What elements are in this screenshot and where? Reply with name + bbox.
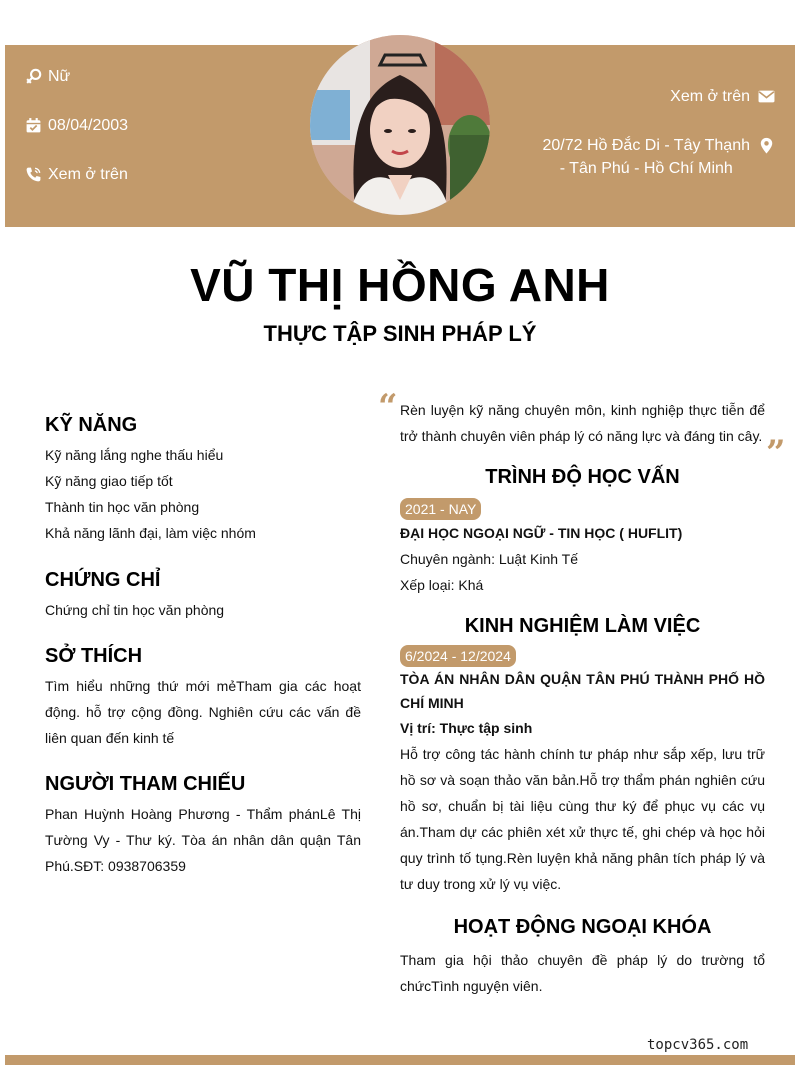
experience-title: KINH NGHIỆM LÀM VIỆC <box>464 615 701 637</box>
education-title: TRÌNH ĐỘ HỌC VẤN <box>485 466 680 488</box>
certificates-section <box>45 569 361 623</box>
skill-item: Kỹ năng giao tiếp tốt <box>45 473 173 489</box>
phone-text: Xem ở trên <box>48 166 128 183</box>
education-grade: Xếp loại: Khá <box>400 577 484 593</box>
profile-photo <box>310 35 490 215</box>
objective-text: Rèn luyện kỹ năng chuyên môn, kinh nghiệp thực tiễn để trở thành chuyên viên pháp lý có năng lực và đáng tin cây. <box>400 402 765 444</box>
experience-section <box>400 615 765 897</box>
calendar-icon <box>25 117 42 134</box>
school-name: ĐẠI HỌC NGOẠI NGỮ - TIN HỌC ( HUFLIT) <box>400 525 683 541</box>
references-text: Phan Huỳnh Hoàng Phương - Thẩm phánLê Thị Tường Vy - Thư ký. Tòa án nhân dân quận Tân Phú.SĐT: 0938706359 <box>45 806 361 874</box>
skill-item: Kỹ năng lắng nghe thấu hiểu <box>45 447 224 463</box>
address-row <box>500 134 775 180</box>
education-major: Chuyên ngành: Luật Kinh Tế <box>400 551 578 567</box>
birthdate-row <box>25 114 128 137</box>
candidate-name: VŨ THỊ HỒNG ANH <box>190 259 610 311</box>
activities-text: Tham gia hội thảo chuyên đề pháp lý do trường tổ chứcTình nguyện viên. <box>400 952 765 994</box>
gender-row <box>25 65 70 88</box>
gender-text: Nữ <box>48 68 71 85</box>
open-quote-icon: “ <box>378 387 398 427</box>
watermark: topcv365.com <box>647 1037 749 1053</box>
skills-section <box>45 414 361 546</box>
close-quote-icon: ” <box>766 433 786 473</box>
email-row <box>500 85 775 108</box>
footer-band <box>5 1055 795 1065</box>
phone-row <box>25 163 128 186</box>
activities-section <box>400 916 765 999</box>
address-text <box>542 134 750 180</box>
hobbies-section <box>45 645 361 751</box>
job-position: Vị trí: Thực tập sinh <box>400 720 533 736</box>
email-text: Xem ở trên <box>670 88 750 105</box>
skills-title: KỸ NĂNG <box>45 414 138 436</box>
references-title: NGƯỜI THAM CHIẾU <box>45 773 246 795</box>
address-line-1: 20/72 Hồ Đắc Di - Tây Thạnh <box>542 137 750 154</box>
company-name: TÒA ÁN NHÂN DÂN QUẬN TÂN PHÚ THÀNH PHỐ HỒ CHÍ MINH <box>400 671 765 711</box>
skill-item: Khả năng lãnh đại, làm việc nhóm <box>45 525 256 541</box>
map-pin-icon <box>758 137 775 154</box>
references-section <box>45 773 361 879</box>
job-title: THỰC TẬP SINH PHÁP LÝ <box>263 321 537 346</box>
hobbies-text: Tìm hiểu những thứ mới mẻTham gia các hoạt động. hỗ trợ cộng đồng. Nghiên cứu các vấn đề liên quan đến kinh tế <box>45 678 361 746</box>
certificates-title: CHỨNG CHỈ <box>45 569 161 591</box>
experience-description: Hỗ trợ công tác hành chính tư pháp như sắp xếp, lưu trữ hồ sơ và soạn thảo văn bản.Hỗ trợ thẩm phán nghiên cứu hồ sơ, chuẩn bị tài liệu cùng thư ký để phục vụ các vụ án.Tham dự các phiên xét xử thực tế, ghi chép và học hỏi quy trình tố tụng.Rèn luyện khả năng phân tích pháp lý và tư duy trong xử lý vụ việc. <box>400 746 765 892</box>
birthdate-text: 08/04/2003 <box>48 117 129 134</box>
gender-icon <box>25 68 42 85</box>
experience-period-badge: 6/2024 - 12/2024 <box>400 645 516 667</box>
skills-list <box>45 442 361 546</box>
activities-title: HOẠT ĐỘNG NGOẠI KHÓA <box>453 916 712 938</box>
address-line-2: - Tân Phú - Hồ Chí Minh <box>559 160 733 177</box>
education-period-badge: 2021 - NAY <box>400 498 481 520</box>
envelope-icon <box>758 88 775 105</box>
phone-icon <box>25 166 42 183</box>
portrait-illustration <box>310 35 490 215</box>
skill-item: Thành tin học văn phòng <box>45 499 200 515</box>
certificate-item: Chứng chỉ tin học văn phòng <box>45 602 225 618</box>
education-section <box>400 466 765 598</box>
hobbies-title: SỞ THÍCH <box>45 645 143 667</box>
